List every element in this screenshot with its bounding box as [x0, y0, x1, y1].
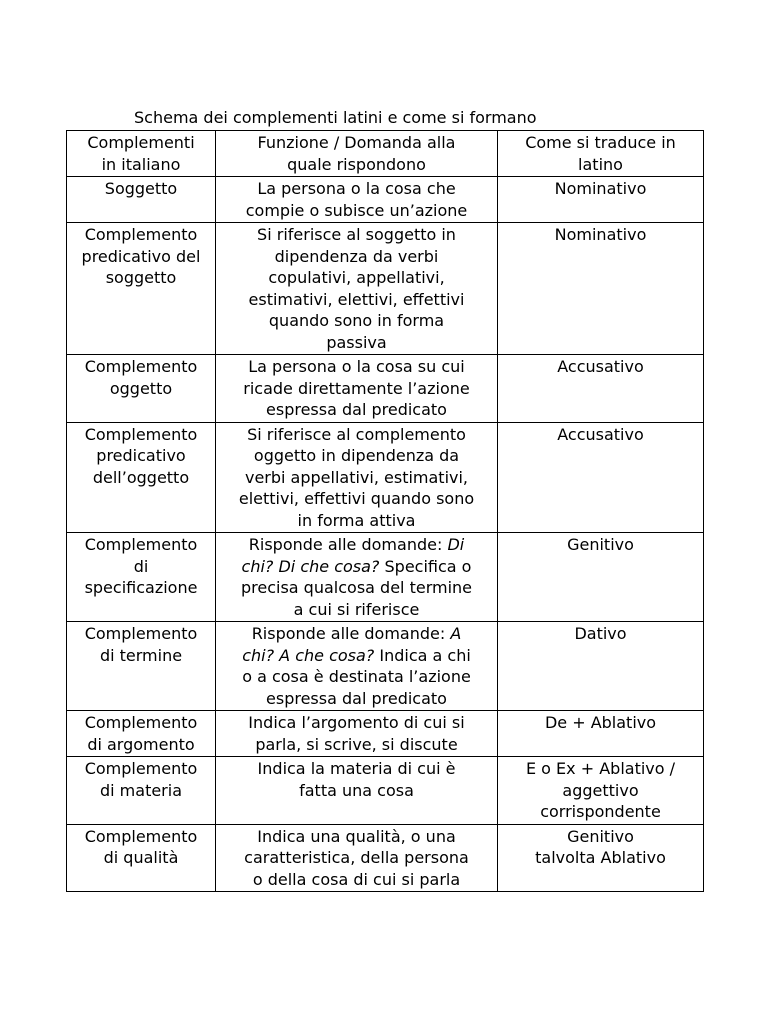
funzione-text	[220, 378, 493, 400]
funzione-text-segment: caratteristica, della persona	[244, 848, 469, 867]
complemento-cell	[67, 711, 216, 757]
funzione-text	[220, 623, 493, 645]
funzione-text-segment: Si riferisce al soggetto in	[257, 225, 456, 244]
funzione-text-segment: compie o subisce un’azione	[245, 200, 468, 220]
funzione-text	[220, 445, 493, 467]
funzione-text-segment: Indica una qualità, o una	[257, 826, 456, 846]
funzione-text	[220, 178, 493, 200]
complemento-cell	[67, 355, 216, 423]
complemento-text: di	[133, 556, 149, 576]
funzione-text	[220, 645, 493, 667]
funzione-text-segment: dipendenza da verbi	[274, 246, 439, 266]
funzione-text	[220, 424, 493, 446]
latino-text: aggettivo	[562, 780, 639, 800]
latino-cell	[498, 533, 704, 622]
funzione-text	[220, 869, 493, 891]
funzione-cell	[216, 422, 498, 533]
funzione-question-text: A	[450, 624, 462, 643]
funzione-text-segment: espressa dal predicato	[266, 400, 447, 419]
funzione-text-segment: Indica l’argomento di cui si	[248, 713, 465, 732]
header-text: Complementi	[87, 133, 195, 152]
funzione-text-segment: elettivi, effettivi quando sono	[238, 489, 475, 508]
funzione-text-segment: precisa qualcosa del termine	[240, 578, 472, 597]
funzione-text	[220, 488, 493, 510]
funzione-text-segment: verbi appellativi, estimativi,	[244, 467, 469, 487]
table-body	[67, 131, 704, 892]
funzione-text	[220, 758, 493, 780]
funzione-text	[220, 510, 493, 532]
funzione-text	[220, 577, 493, 599]
funzione-text-segment: fatta una cosa	[299, 780, 414, 800]
complemento-cell	[67, 177, 216, 223]
latino-text: Genitivo	[567, 826, 634, 846]
complemento-cell	[67, 622, 216, 711]
funzione-text	[220, 556, 493, 578]
funzione-text-segment: ricade direttamente l’azione	[243, 378, 470, 398]
funzione-text-segment: Indica la materia di cui è	[257, 759, 456, 778]
complemento-text: Complemento	[84, 225, 198, 244]
header-text: quale rispondono	[287, 154, 426, 174]
funzione-text	[220, 599, 493, 621]
funzione-text	[220, 310, 493, 332]
funzione-text	[220, 666, 493, 688]
header-cell-funzione	[216, 131, 498, 177]
table-row	[67, 824, 704, 892]
funzione-cell	[216, 824, 498, 892]
funzione-cell	[216, 622, 498, 711]
latino-cell	[498, 711, 704, 757]
complemento-cell	[67, 422, 216, 533]
funzione-cell	[216, 223, 498, 355]
complemento-text: oggetto	[109, 378, 173, 398]
funzione-text-segment: o a cosa è destinata l’azione	[242, 667, 471, 686]
funzione-text-segment: La persona o la cosa su cui	[248, 357, 465, 376]
latino-text: Accusativo	[557, 357, 644, 376]
latino-text: Nominativo	[554, 179, 647, 198]
table-header-row	[67, 131, 704, 177]
header-text: Come si traduce in	[525, 133, 676, 152]
complemento-text: soggetto	[105, 268, 177, 287]
funzione-text-segment: a cui si riferisce	[293, 599, 420, 619]
funzione-text-segment: espressa dal predicato	[266, 688, 447, 708]
complemento-text: Soggetto	[104, 179, 178, 198]
funzione-text-segment: oggetto in dipendenza da	[253, 446, 460, 465]
funzione-text	[220, 467, 493, 489]
complemento-text: predicativo	[96, 446, 186, 465]
funzione-text	[220, 289, 493, 311]
table-row	[67, 422, 704, 533]
funzione-text	[220, 399, 493, 421]
funzione-question-text: chi? A che cosa?	[242, 645, 375, 665]
complemento-text: di qualità	[103, 848, 179, 867]
latino-cell	[498, 622, 704, 711]
funzione-text	[220, 712, 493, 734]
funzione-text-segment: Specifica o	[379, 556, 472, 576]
complemento-text: Complemento	[84, 424, 198, 444]
funzione-text	[220, 356, 493, 378]
funzione-text-segment: Risponde alle domande:	[248, 535, 448, 554]
funzione-text	[220, 826, 493, 848]
funzione-cell	[216, 711, 498, 757]
funzione-text-segment: quando sono in forma	[268, 311, 445, 330]
funzione-text-segment: in forma attiva	[297, 510, 416, 530]
complemento-text: di termine	[99, 645, 183, 665]
funzione-question-text: chi? Di che cosa?	[241, 556, 380, 576]
funzione-text-segment: Risponde alle domande:	[251, 624, 451, 643]
funzione-text	[220, 332, 493, 354]
complemento-text: di materia	[99, 780, 183, 800]
complemento-text: Complemento	[84, 357, 198, 376]
funzione-cell	[216, 177, 498, 223]
latino-cell	[498, 824, 704, 892]
header-text: latino	[578, 154, 623, 174]
complemento-text: predicativo del	[81, 246, 201, 266]
latino-text: Nominativo	[554, 225, 647, 244]
funzione-text	[220, 200, 493, 222]
funzione-question-text: Di	[447, 535, 465, 554]
funzione-text-segment: passiva	[326, 332, 387, 352]
complemento-cell	[67, 223, 216, 355]
funzione-cell	[216, 757, 498, 825]
complemento-text: Complemento	[84, 713, 198, 732]
funzione-text	[220, 246, 493, 268]
funzione-text-segment: Indica a chi	[374, 645, 471, 665]
funzione-cell	[216, 355, 498, 423]
complemento-text: Complemento	[84, 826, 198, 846]
funzione-text-segment: La persona o la cosa che	[257, 179, 456, 198]
funzione-text	[220, 688, 493, 710]
table-row	[67, 177, 704, 223]
complemento-text: Complemento	[84, 535, 198, 554]
latino-text: E o Ex + Ablativo /	[525, 759, 676, 778]
table-row	[67, 223, 704, 355]
complemento-text: specificazione	[84, 578, 198, 597]
latino-text: corrispondente	[540, 802, 661, 821]
header-cell-complementi	[67, 131, 216, 177]
funzione-text-segment: estimativi, elettivi, effettivi	[248, 289, 465, 309]
latino-text: talvolta Ablativo	[535, 848, 666, 867]
table-row	[67, 622, 704, 711]
complemento-cell	[67, 533, 216, 622]
table-row	[67, 355, 704, 423]
complemento-text: di argomento	[87, 734, 195, 754]
header-text: in italiano	[101, 154, 181, 174]
latino-cell	[498, 355, 704, 423]
complemento-text: Complemento	[84, 759, 198, 778]
latino-text: Accusativo	[557, 424, 644, 444]
latino-text: Dativo	[574, 624, 627, 643]
funzione-cell	[216, 533, 498, 622]
table-row	[67, 711, 704, 757]
latino-cell	[498, 422, 704, 533]
latino-cell	[498, 757, 704, 825]
funzione-text-segment: o della cosa di cui si parla	[252, 869, 461, 889]
latino-cell	[498, 177, 704, 223]
page-title: Schema dei complementi latini e come si formano	[134, 108, 537, 127]
complemento-text: dell’oggetto	[92, 467, 190, 487]
latino-text: Genitivo	[567, 535, 634, 554]
complemento-text: Complemento	[84, 624, 198, 643]
header-text: Funzione / Domanda alla	[257, 133, 456, 152]
funzione-text-segment: Si riferisce al complemento	[247, 424, 466, 444]
table-row	[67, 757, 704, 825]
funzione-text-segment: copulativi, appellativi,	[268, 268, 445, 287]
funzione-text	[220, 734, 493, 756]
latino-cell	[498, 223, 704, 355]
header-cell-latino	[498, 131, 704, 177]
funzione-text	[220, 780, 493, 802]
funzione-text	[220, 847, 493, 869]
complemento-cell	[67, 824, 216, 892]
funzione-text	[220, 267, 493, 289]
funzione-text	[220, 224, 493, 246]
complemento-cell	[67, 757, 216, 825]
complementi-table	[66, 130, 704, 892]
latino-text: De + Ablativo	[544, 713, 657, 732]
table-row	[67, 533, 704, 622]
funzione-text	[220, 534, 493, 556]
funzione-text-segment: parla, si scrive, si discute	[255, 734, 458, 754]
